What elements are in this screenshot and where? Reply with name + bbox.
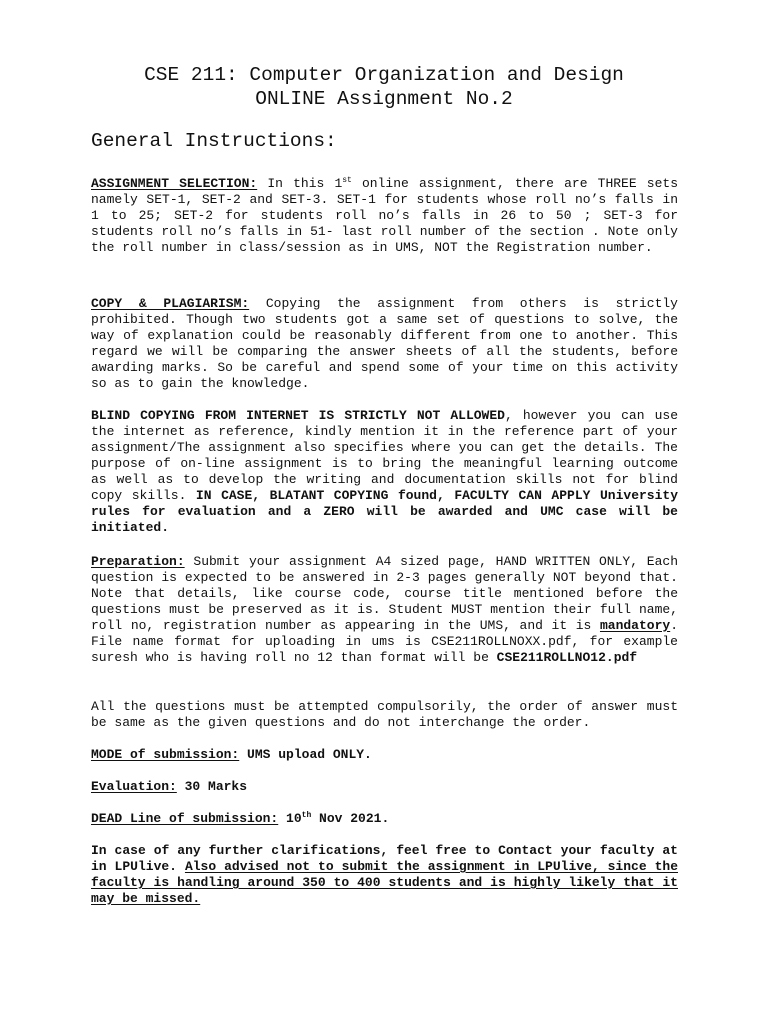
deadline-day: 10 xyxy=(278,811,302,826)
evaluation-line xyxy=(91,779,678,795)
deadline-line xyxy=(91,811,678,827)
assignment-selection-text-rest: online assignment, there are THREE sets namely SET-1, SET-2 and SET-3. SET-1 for students whose roll no’s falls in 1 to 25; SET-2 for students roll no’s falls in 26 to 50 ; SET-3 for students roll no’s falls in 51- last roll number of the section . Note only the roll number in class/session as in UMS, NOT the Registration number. xyxy=(91,176,679,255)
copy-plagiarism-label: COPY & PLAGIARISM: xyxy=(91,296,250,311)
evaluation-value: 30 Marks xyxy=(176,779,248,794)
deadline-label: DEAD Line of submission: xyxy=(91,811,279,826)
preparation-text-rest: . File name format for uploading in ums is CSE211ROLLNOXX.pdf, for example suresh who is having roll no 12 than format will be xyxy=(91,618,678,665)
document-subtitle: ONLINE Assignment No.2 xyxy=(255,88,513,110)
blind-copying-label: BLIND COPYING FROM INTERNET IS STRICTLY NOT ALLOWED xyxy=(91,408,505,423)
blind-copying-paragraph xyxy=(91,408,678,536)
submission-mode-label: MODE of submission: xyxy=(91,747,240,762)
assignment-selection-paragraph xyxy=(91,176,678,256)
general-instructions-heading: General Instructions: xyxy=(91,130,337,152)
mandatory-keyword: mandatory xyxy=(599,618,671,633)
preparation-text: Submit your assignment A4 sized page, HAND WRITTEN ONLY, Each question is expected to be answered in 2-3 pages generally NOT beyond that. Note that details, like course code, course title mentioned before the questions must be preserved as it is. Student MUST mention their full name, roll no, registration number as appearing in the UMS, and it is xyxy=(91,554,678,633)
assignment-selection-label: ASSIGNMENT SELECTION: xyxy=(91,176,258,191)
evaluation-label: Evaluation: xyxy=(91,779,177,794)
blind-copying-text: , however you can use the internet as reference, kindly mention it in the reference part of your assignment/The assignment also specifies where you can get the details. The purpose of on-line assignment is to bring the meaningful learning outcome as well as to develop the writing and documentation skills not for blind copy skills. xyxy=(91,408,678,503)
ordinal-suffix: st xyxy=(342,176,352,185)
submission-mode-value: UMS upload ONLY. xyxy=(239,747,372,762)
assignment-selection-text: In this 1 xyxy=(257,176,343,191)
question-order-note: All the questions must be attempted compulsorily, the order of answer must be same as the given questions and do not interchange the order. xyxy=(91,699,678,730)
copy-plagiarism-paragraph xyxy=(91,296,678,392)
document-title: CSE 211: Computer Organization and Design xyxy=(144,64,624,86)
submission-mode xyxy=(91,747,678,763)
clarification-text: In case of any further clarifications, feel free to Contact your faculty at in LPUlive. xyxy=(91,843,678,874)
clarification-advice: Also advised not to submit the assignment in LPUlive, since the faculty is handling around 350 to 400 students and is highly likely that it may be missed. xyxy=(91,859,678,906)
preparation-paragraph xyxy=(91,554,678,666)
example-filename: CSE211ROLLNO12.pdf xyxy=(496,650,638,665)
blatant-copying-warning: IN CASE, BLATANT COPYING found, FACULTY CAN APPLY University rules for evaluation and a ZERO will be awarded and UMC case will be initiated. xyxy=(91,488,678,535)
deadline-ordinal-suffix: th xyxy=(301,811,312,820)
copy-plagiarism-text: Copying the assignment from others is strictly prohibited. Though two students got a same set of questions to solve, the way of explanation could be reasonably different from one to another. This regard we will be comparing the answer sheets of all the students, before awarding marks. So be careful and spend some of your time on this activity so as to gain the knowledge. xyxy=(91,296,678,391)
clarification-paragraph xyxy=(91,843,678,907)
preparation-label: Preparation: xyxy=(91,554,185,569)
deadline-month-year: Nov 2021. xyxy=(311,811,390,826)
